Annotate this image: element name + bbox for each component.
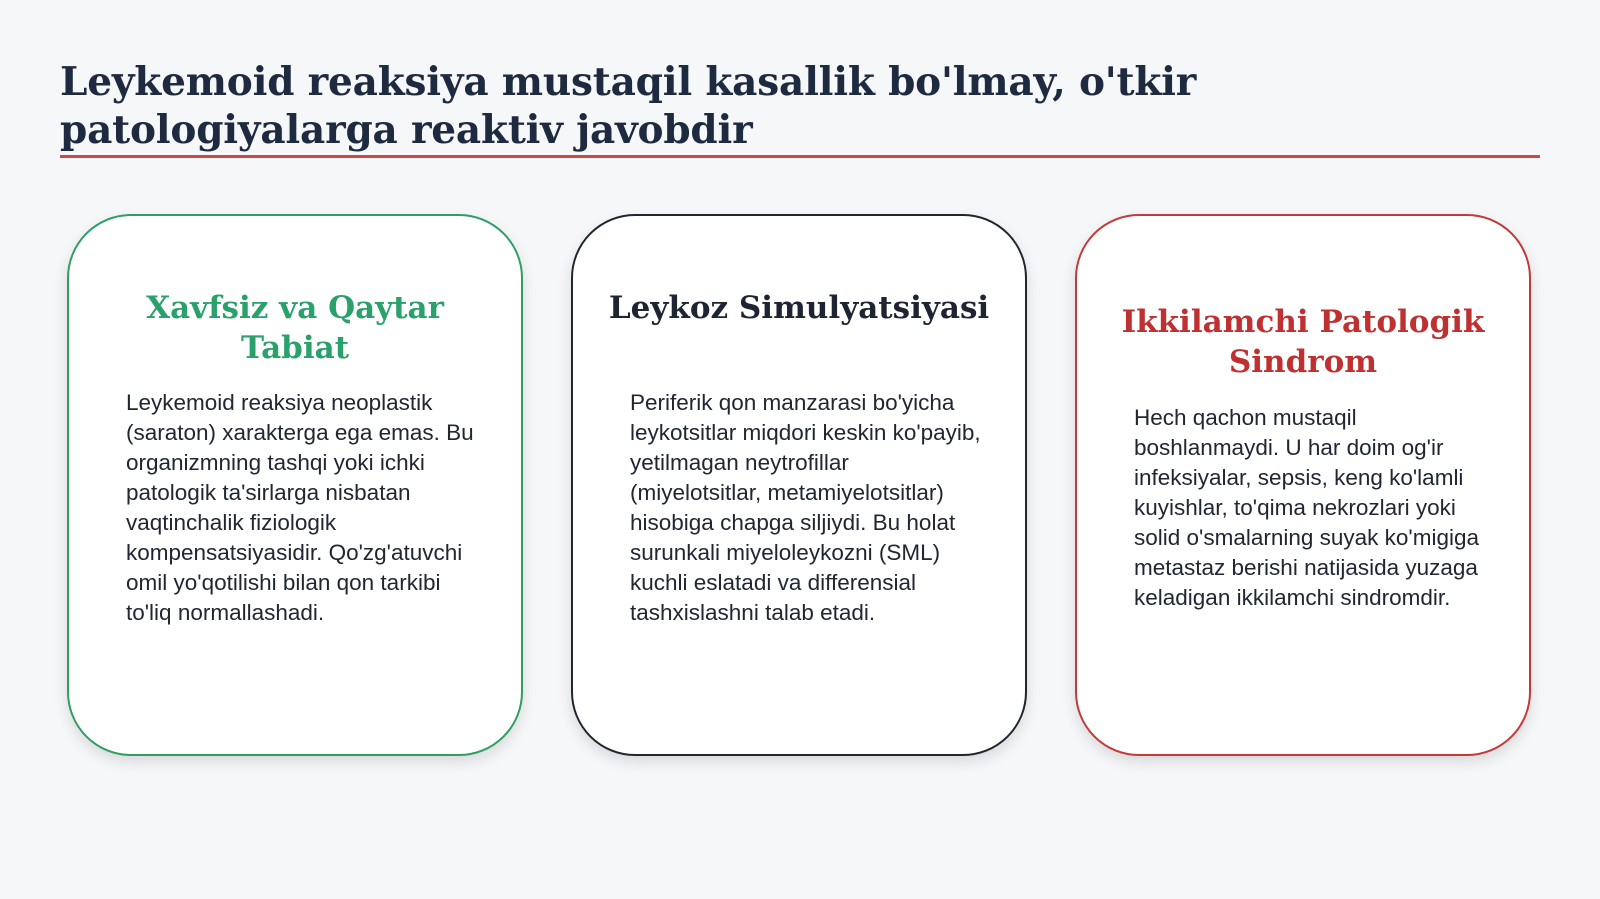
card-text: Leykemoid reaksiya neoplastik (saraton) xarakterga ega emas. Bu organizmning tashqi yoki ichki patologik ta'sirlarga nisbatan vaqtinchalik fiziologik kompensatsiyasidir. Qo'zg'atuvchi omil yo'qotilishi bilan qon tarkibi to'liq normallashadi.	[126, 390, 474, 625]
card-heading: Leykoz Simulyatsiyasi	[608, 290, 990, 326]
card-secondary-syndrome	[1075, 214, 1531, 756]
slide-title: Leykemoid reaksiya mustaqil kasallik bo'lmay, o'tkir patologiyalarga reaktiv javobdir	[60, 59, 1197, 153]
card-text: Periferik qon manzarasi bo'yicha leykotsitlar miqdori keskin ko'payib, yetilmagan neytrofillar (miyelotsitlar, metamiyelotsitlar) hisobiga chapga siljiydi. Bu holat surunkali miyeloleykozni (SML) kuchli eslatadi va differensial tashxislashni talab etadi.	[630, 390, 981, 625]
card-leukemia-simulation	[571, 214, 1027, 756]
title-underline	[60, 155, 1540, 158]
card-safe-reversible	[67, 214, 523, 756]
card-text: Hech qachon mustaqil boshlanmaydi. U har doim og'ir infeksiyalar, sepsis, keng ko'lamli kuyishlar, to'qima nekrozlari yoki solid o'smalarning suyak ko'migiga metastaz berishi natijasida yuzaga keladigan ikkilamchi sindromdir.	[1134, 405, 1480, 610]
card-heading: Xavfsiz va Qaytar Tabiat	[146, 290, 444, 366]
card-heading: Ikkilamchi Patologik Sindrom	[1121, 304, 1485, 380]
